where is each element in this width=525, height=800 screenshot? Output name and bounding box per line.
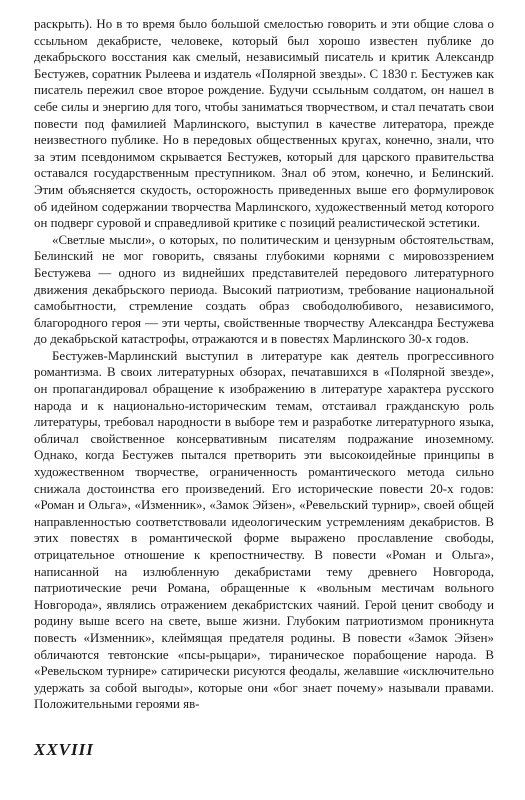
paragraph-1: раскрыть). Но в то время было большой смелостью говорить и эти общие слова о ссыльном декабристе, человеке, который был хорошо известен публике до декабрьского восстания как смелый, независимый писатель и критик Александр Бестужев, соратник Рылеева и издатель «Полярной звезды». С 1830 г. Бестужев как писатель пережил свое второе рождение. Будучи ссыльным солдатом, он нашел в себе силы и энергию для того, чтобы заниматься творчеством, и стал печатать свои повести под фамилией Марлинского, выступил в качестве литератора, прежде неизвестного публике. Но в передовых общественных кругах, конечно, знали, что за этим псевдонимом скрывается Бестужев, который для царского правительства оставался государственным преступником. Знал об этом, конечно, и Белинский. Этим объясняется скудость, осторожность приведенных выше его формулировок об идейном содержании творчества Марлинского, художественный метод которого он подверг суровой и справедливой критике с позиций реалистической эстетики.	[34, 17, 494, 231]
page-number: XXVIII	[34, 740, 94, 759]
paragraph-3: Бестужев-Марлинский выступил в литературе как деятель прогрессивного романтизма. В своих литературных обзорах, печатавшихся в «Полярной звезде», он пропагандировал обращение к изображению в литературе характера русского народа и к национально-историческим темам, отстаивал гражданскую роль литературы, требовал народности в выборе тем и разработке литературного языка, обличал свойственное консервативным писателям подражание иноземному. Однако, когда Бестужев пытался претворить эти высокоидейные принципы в художественном творчестве, ограниченность романтического метода сильно снижала достоинства его произведений. Его исторические повести 20-х годов: «Роман и Ольга», «Изменник», «Замок Эйзен», «Ревельский турнир», своей общей направленностью соответствовали идеологическим устремлениям декабристов. В этих повестях в романтической форме выражено прославление свободы, отрицательное отношение к крепостничеству. В повести «Роман и Ольга», написанной на излюбленную декабристами тему древнего Новгорода, патриотические речи Романа, обращенные к «вольным местичам вольного Новгорода», являлись отражением декабристских чаяний. Герой ценит свободу и родину выше всего на свете, выше жизни. Глубоким патриотизмом проникнута повесть «Изменник», клеймящая предателя родины. В повести «Замок Эйзен» обличаются тевтонские «псы-рыцари», тираническое порабощение народа. В «Ревельском турнире» сатирически рисуются феодалы, желавшие «исключительно удержать за собой выгоды», которые они «бог знает почему» называли правами. Положительными героями яв-	[34, 348, 494, 712]
body-text	[34, 16, 494, 713]
paragraph-2: «Светлые мысли», о которых, по политическим и цензурным обстоятельствам, Белинский не мог говорить, связаны глубокими корнями с мировоззрением Бестужева — одного из виднейших представителей передового литературного движения декабрьского периода. Высокий патриотизм, требование национальной самобытности, стремление создать образ свободолюбивого, независимого, благородного героя — эти черты, свойственные творчеству Александра Бестужева до декабрьской катастрофы, отражаются и в повестях Марлинского 30-х годов.	[34, 232, 494, 347]
